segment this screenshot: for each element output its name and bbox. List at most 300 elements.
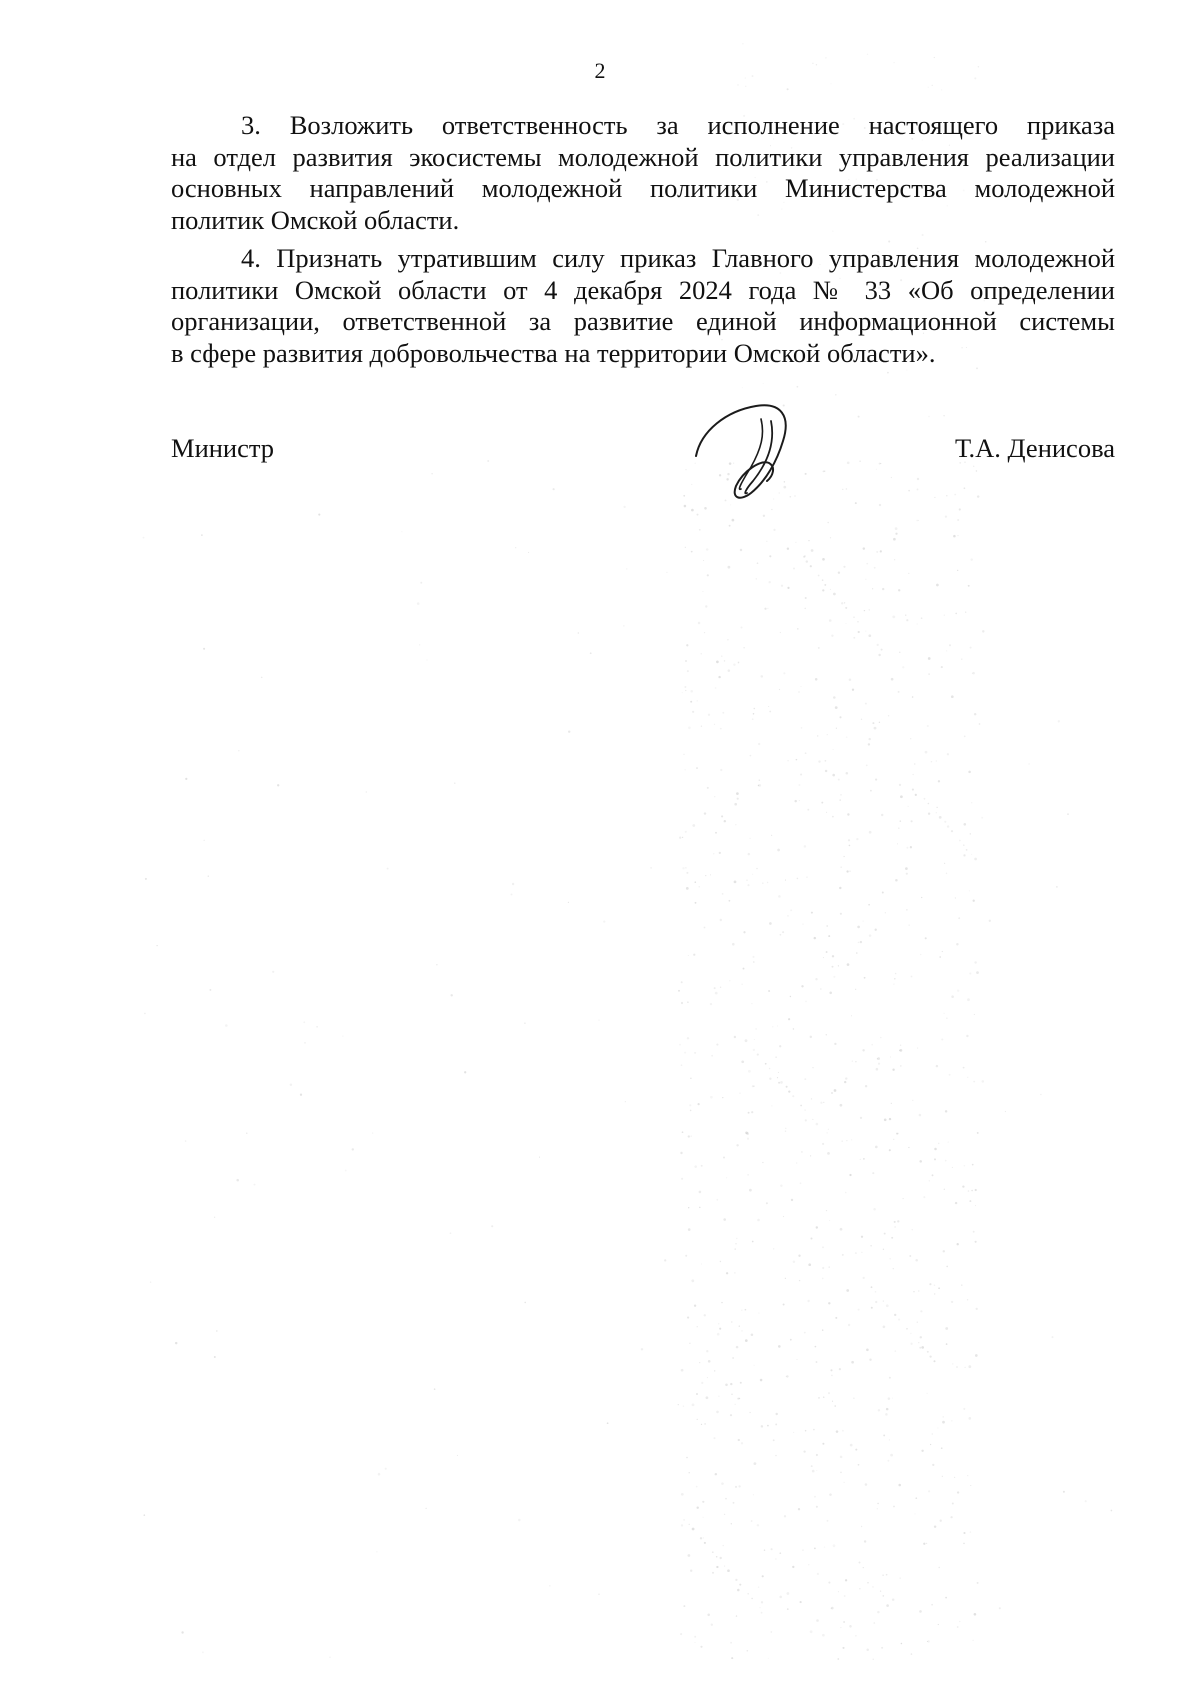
noise-dot <box>735 824 736 825</box>
noise-dot <box>684 686 686 688</box>
noise-dot <box>842 1141 843 1142</box>
paragraph-3 <box>171 110 1115 236</box>
noise-dot <box>598 1594 599 1595</box>
noise-dot <box>797 878 799 880</box>
noise-dot <box>822 1143 824 1145</box>
noise-dot <box>805 1001 807 1003</box>
noise-dot <box>810 1237 812 1239</box>
noise-dot <box>827 1132 828 1133</box>
noise-dot <box>723 1157 725 1159</box>
noise-dot <box>706 1396 709 1399</box>
noise-dot <box>855 989 856 990</box>
noise-dot <box>866 1649 869 1652</box>
noise-dot <box>726 1177 727 1178</box>
noise-dot <box>765 1063 767 1065</box>
noise-dot <box>851 1139 852 1140</box>
noise-dot <box>893 1506 895 1508</box>
paragraph-line: организации, ответственной за развитие единой информационной системы <box>171 306 1115 336</box>
noise-dot <box>785 1128 786 1129</box>
noise-dot <box>919 1347 921 1349</box>
noise-dot <box>936 812 937 813</box>
noise-dot <box>721 1302 722 1303</box>
noise-dot <box>707 1614 710 1617</box>
paragraph-line: основных направлений молодежной политики Министерства молодежной <box>171 173 1115 203</box>
noise-dot <box>771 1548 773 1550</box>
noise-dot <box>209 989 211 991</box>
noise-dot <box>766 1202 768 1204</box>
noise-dot <box>708 1360 711 1363</box>
noise-dot <box>897 843 898 844</box>
noise-dot <box>884 1233 886 1235</box>
noise-dot <box>860 941 862 943</box>
noise-dot <box>793 1260 796 1263</box>
noise-dot <box>968 771 971 774</box>
noise-dot <box>973 1081 975 1083</box>
noise-dot <box>687 1037 689 1039</box>
noise-dot <box>855 1635 856 1636</box>
noise-dot <box>891 1103 892 1104</box>
noise-dot <box>928 673 930 675</box>
noise-dot <box>454 783 455 784</box>
noise-dot <box>778 895 781 898</box>
noise-dot <box>816 1123 819 1126</box>
noise-dot <box>685 547 686 548</box>
noise-dot <box>886 1574 888 1576</box>
noise-dot <box>883 1301 884 1302</box>
noise-dot <box>664 1259 666 1261</box>
noise-dot <box>762 1162 763 1163</box>
noise-dot <box>790 996 791 997</box>
noise-dot <box>712 1551 714 1553</box>
noise-dot <box>743 647 744 648</box>
noise-dot <box>725 1384 728 1387</box>
noise-dot <box>739 1092 741 1094</box>
noise-dot <box>733 1502 735 1504</box>
noise-dot <box>771 835 772 836</box>
noise-dot <box>718 1323 719 1324</box>
noise-dot <box>893 983 894 984</box>
noise-dot <box>214 1356 216 1358</box>
noise-dot <box>914 763 915 764</box>
noise-dot <box>732 519 735 522</box>
noise-dot <box>827 1152 830 1155</box>
noise-dot <box>716 1044 718 1046</box>
noise-dot <box>849 871 850 872</box>
noise-dot <box>828 1392 830 1394</box>
noise-dot <box>688 955 689 956</box>
noise-dot <box>881 1647 883 1649</box>
noise-dot <box>457 1455 458 1456</box>
noise-dot <box>780 1081 783 1084</box>
noise-dot <box>144 1514 146 1516</box>
noise-dot <box>847 813 849 815</box>
noise-dot <box>846 870 848 872</box>
noise-dot <box>892 1398 893 1399</box>
noise-dot <box>784 1515 786 1517</box>
noise-dot <box>845 1192 847 1194</box>
noise-dot <box>699 1191 702 1194</box>
noise-dot <box>1005 1111 1006 1112</box>
noise-dot <box>816 1470 817 1471</box>
noise-dot <box>704 1423 706 1425</box>
paragraph-line: политик Омской области. <box>171 204 460 235</box>
noise-dot <box>861 1526 862 1527</box>
noise-dot <box>934 1158 936 1160</box>
noise-dot <box>704 812 706 814</box>
noise-dot <box>872 1586 873 1587</box>
noise-dot <box>752 718 754 720</box>
noise-dot <box>804 1078 806 1080</box>
noise-dot <box>934 1293 935 1294</box>
noise-dot <box>947 825 949 827</box>
noise-dot <box>737 84 738 85</box>
noise-dot <box>753 713 755 715</box>
noise-dot <box>238 750 239 751</box>
noise-dot <box>778 1082 780 1084</box>
noise-dot <box>928 803 930 805</box>
noise-dot <box>957 990 959 992</box>
noise-dot <box>958 917 960 919</box>
noise-dot <box>741 1442 743 1444</box>
noise-dot <box>770 1631 772 1633</box>
noise-dot <box>974 858 977 861</box>
noise-dot <box>745 86 746 87</box>
noise-dot <box>764 1549 765 1550</box>
noise-dot <box>778 1345 781 1348</box>
noise-dot <box>816 1454 818 1456</box>
noise-dot <box>975 1241 977 1243</box>
noise-dot <box>742 43 743 44</box>
noise-dot <box>775 1558 776 1559</box>
noise-dot <box>855 1061 856 1062</box>
noise-dot <box>366 791 367 792</box>
noise-dot <box>812 1119 813 1120</box>
noise-dot <box>898 691 900 693</box>
noise-dot <box>682 1131 684 1133</box>
noise-dot <box>894 978 896 980</box>
paragraph-4 <box>171 243 1115 369</box>
noise-dot <box>852 689 854 691</box>
noise-dot <box>791 1199 793 1201</box>
noise-dot <box>759 779 760 780</box>
noise-dot <box>833 976 835 978</box>
noise-dot <box>788 1090 790 1092</box>
noise-dot <box>691 1279 694 1282</box>
noise-dot <box>758 743 760 745</box>
noise-dot <box>828 935 830 937</box>
noise-dot <box>859 1562 861 1564</box>
noise-dot <box>940 1520 942 1522</box>
noise-dot <box>920 954 921 955</box>
noise-dot <box>683 754 684 755</box>
noise-dot <box>736 1615 737 1616</box>
noise-dot <box>857 621 858 622</box>
noise-dot <box>901 1643 903 1645</box>
noise-dot <box>875 779 877 781</box>
noise-dot <box>769 555 771 557</box>
noise-dot <box>889 1258 890 1259</box>
noise-dot <box>858 1309 860 1311</box>
noise-dot <box>811 549 814 552</box>
noise-dot <box>769 711 771 713</box>
noise-dot <box>972 672 975 675</box>
noise-dot <box>810 1036 812 1038</box>
noise-dot <box>910 738 911 739</box>
noise-dot <box>650 867 652 869</box>
noise-dot <box>951 995 954 998</box>
signature-block <box>171 433 1115 513</box>
noise-dot <box>216 1330 218 1332</box>
noise-dot <box>826 1210 827 1211</box>
noise-dot <box>680 1633 682 1635</box>
noise-dot <box>684 769 685 770</box>
noise-dot <box>796 1162 797 1163</box>
noise-dot <box>832 966 834 968</box>
noise-dot <box>420 582 422 584</box>
noise-dot <box>957 1491 959 1493</box>
noise-dot <box>822 1267 824 1269</box>
noise-dot <box>972 1640 973 1641</box>
noise-dot <box>823 957 824 958</box>
noise-dot <box>900 795 903 798</box>
noise-dot <box>866 1348 869 1351</box>
noise-dot <box>939 956 941 958</box>
noise-dot <box>867 54 868 55</box>
noise-dot <box>864 977 866 979</box>
noise-dot <box>961 1284 962 1285</box>
noise-dot <box>928 1490 930 1492</box>
noise-dot <box>912 789 914 791</box>
noise-dot <box>731 1321 732 1322</box>
noise-dot <box>718 1396 719 1397</box>
noise-dot <box>710 874 711 875</box>
noise-dot <box>352 1148 354 1150</box>
noise-dot <box>870 790 872 792</box>
noise-dot <box>942 1421 945 1424</box>
noise-dot <box>833 749 834 750</box>
noise-dot <box>873 1659 874 1660</box>
noise-dot <box>871 1044 873 1046</box>
noise-dot <box>771 1105 772 1106</box>
noise-dot <box>751 1003 752 1004</box>
noise-dot <box>820 1102 822 1104</box>
noise-dot <box>773 529 775 531</box>
noise-dot <box>938 1143 940 1145</box>
noise-dot <box>917 1048 918 1049</box>
noise-dot <box>792 1095 794 1097</box>
noise-dot <box>401 531 402 532</box>
noise-dot <box>860 1159 861 1160</box>
noise-dot <box>724 660 726 662</box>
noise-dot <box>701 1424 702 1425</box>
noise-dot <box>797 386 799 388</box>
noise-dot <box>955 613 957 615</box>
noise-dot <box>941 666 943 668</box>
noise-dot <box>203 648 205 650</box>
noise-dot <box>768 990 770 992</box>
noise-dot <box>699 1362 700 1363</box>
noise-dot <box>749 1189 752 1192</box>
noise-dot <box>975 1189 977 1191</box>
noise-dot <box>840 1228 843 1231</box>
noise-dot <box>681 981 683 983</box>
noise-dot <box>436 964 437 965</box>
noise-dot <box>974 961 976 963</box>
noise-dot <box>900 820 902 822</box>
noise-dot <box>450 1232 452 1234</box>
noise-dot <box>869 609 870 610</box>
noise-dot <box>688 1207 689 1208</box>
noise-dot <box>760 1379 763 1382</box>
noise-dot <box>686 887 689 890</box>
noise-dot <box>826 1034 827 1035</box>
noise-dot <box>786 1086 788 1088</box>
noise-dot <box>834 1405 836 1407</box>
noise-dot <box>919 1114 922 1117</box>
noise-dot <box>852 1060 853 1061</box>
noise-dot <box>689 1472 690 1473</box>
noise-dot <box>775 1057 776 1058</box>
noise-dot <box>719 852 721 854</box>
noise-dot <box>735 1579 737 1581</box>
noise-dot <box>745 1132 748 1135</box>
noise-dot <box>840 794 842 796</box>
noise-dot <box>848 1324 850 1326</box>
noise-dot <box>686 644 688 646</box>
noise-dot <box>969 1200 971 1202</box>
noise-dot <box>846 1140 847 1141</box>
noise-dot <box>906 873 908 875</box>
noise-dot <box>1085 1500 1087 1502</box>
noise-dot <box>811 912 813 914</box>
noise-dot <box>749 838 750 839</box>
noise-dot <box>798 1255 800 1257</box>
noise-dot <box>839 887 841 889</box>
noise-dot <box>736 792 739 795</box>
noise-dot <box>934 1148 937 1151</box>
noise-dot <box>701 653 702 654</box>
noise-dot <box>861 1252 862 1253</box>
noise-dot <box>752 956 754 958</box>
noise-dot <box>937 807 938 808</box>
noise-dot <box>800 1182 802 1184</box>
noise-dot <box>944 615 945 616</box>
noise-dot <box>814 937 816 939</box>
noise-dot <box>890 1056 891 1057</box>
noise-dot <box>715 687 717 689</box>
noise-dot <box>816 1226 818 1228</box>
noise-dot <box>918 1342 919 1343</box>
noise-dot <box>303 1021 305 1023</box>
noise-dot <box>939 816 942 819</box>
noise-dot <box>751 1520 753 1522</box>
noise-dot <box>874 567 876 569</box>
noise-dot <box>908 806 909 807</box>
noise-dot <box>963 1067 965 1069</box>
noise-dot <box>300 1094 302 1096</box>
noise-dot <box>702 591 703 592</box>
noise-dot <box>779 1045 781 1047</box>
paragraph-line: 4. Признать утратившим силу приказ Главного управления молодежной <box>241 243 1115 273</box>
noise-dot <box>946 1017 948 1019</box>
noise-dot <box>787 760 788 761</box>
noise-dot <box>956 943 958 945</box>
noise-dot <box>893 1139 894 1140</box>
noise-dot <box>681 1178 683 1180</box>
noise-dot <box>685 1255 687 1257</box>
noise-dot <box>512 883 514 885</box>
noise-dot <box>681 1369 684 1372</box>
noise-dot <box>836 1430 839 1433</box>
noise-dot <box>868 738 870 740</box>
noise-dot <box>725 1498 727 1500</box>
noise-dot <box>451 994 453 996</box>
noise-dot <box>932 85 933 86</box>
noise-dot <box>761 675 764 678</box>
noise-dot <box>843 856 844 857</box>
noise-dot <box>704 1542 706 1544</box>
noise-dot <box>835 1317 837 1319</box>
noise-dot <box>968 585 970 587</box>
noise-dot <box>815 1346 817 1348</box>
noise-dot <box>931 1604 933 1606</box>
noise-dot <box>833 593 836 596</box>
noise-dot <box>751 1333 754 1336</box>
noise-dot <box>808 1564 809 1565</box>
noise-dot <box>721 815 723 817</box>
noise-dot <box>801 727 803 729</box>
noise-dot <box>962 1185 964 1187</box>
noise-dot <box>981 817 983 819</box>
noise-dot <box>751 1111 753 1113</box>
noise-dot <box>829 619 832 622</box>
noise-dot <box>685 660 687 662</box>
noise-dot <box>727 1569 730 1572</box>
noise-dot <box>900 1044 901 1045</box>
noise-dot <box>827 734 828 735</box>
noise-dot <box>825 770 827 772</box>
noise-dot <box>785 1278 786 1279</box>
noise-dot <box>965 1367 966 1368</box>
noise-dot <box>887 1460 889 1462</box>
noise-dot <box>781 585 783 587</box>
noise-dot <box>844 1081 846 1083</box>
noise-dot <box>769 1078 771 1080</box>
noise-dot <box>690 1110 692 1112</box>
noise-dot <box>895 1350 896 1351</box>
noise-dot <box>728 900 730 902</box>
noise-dot <box>859 1588 860 1589</box>
noise-dot <box>798 691 800 693</box>
noise-dot <box>890 1454 893 1457</box>
noise-dot <box>734 1036 736 1038</box>
noise-dot <box>376 1551 377 1552</box>
noise-dot <box>944 1189 945 1190</box>
noise-dot <box>816 1361 818 1363</box>
noise-dot <box>971 802 972 803</box>
noise-dot <box>720 1261 721 1262</box>
noise-dot <box>745 1039 748 1042</box>
noise-dot <box>865 1085 867 1087</box>
noise-dot <box>769 581 771 583</box>
noise-dot <box>832 774 835 777</box>
noise-dot <box>891 1237 893 1239</box>
noise-dot <box>690 701 692 703</box>
noise-dot <box>787 915 788 916</box>
noise-dot <box>254 1184 256 1186</box>
noise-dot <box>830 589 831 590</box>
noise-dot <box>568 902 569 903</box>
